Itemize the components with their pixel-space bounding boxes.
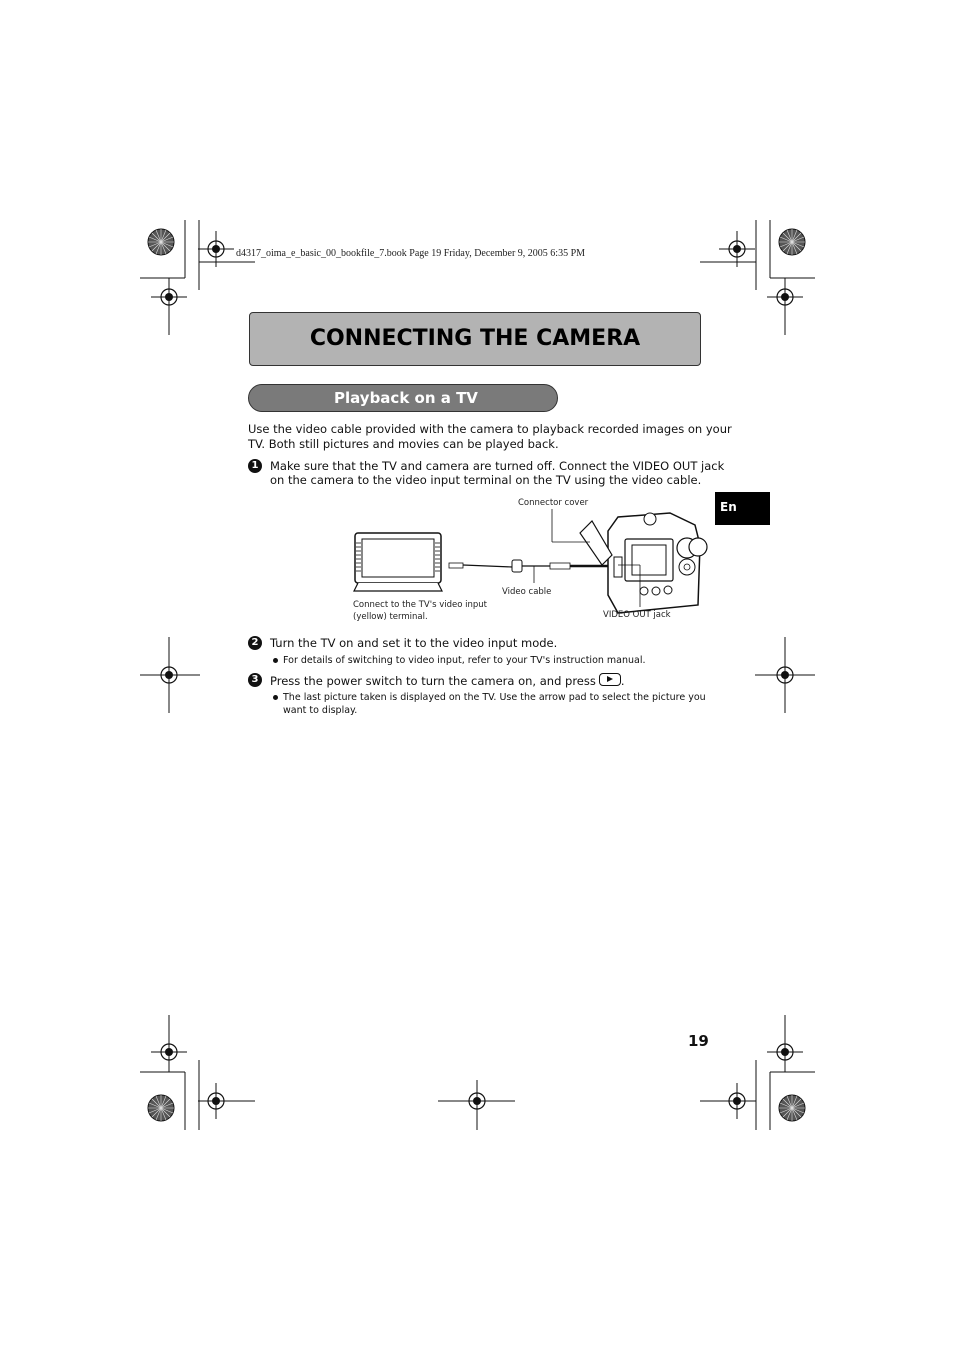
video-cable-illustration xyxy=(449,560,618,583)
step-2-line-1: Turn the TV on and set it to the video input mode. xyxy=(270,636,558,650)
registration-star-icon xyxy=(148,229,174,255)
tv-caption-line-2: (yellow) terminal. xyxy=(353,612,428,622)
video-cable-label: Video cable xyxy=(502,587,552,597)
tv-illustration xyxy=(354,533,442,591)
registration-star-icon xyxy=(779,1095,805,1121)
intro-line-2: TV. Both still pictures and movies can be played back. xyxy=(248,437,559,451)
step-1-line-1: Make sure that the TV and camera are turned off. Connect the VIDEO OUT jack xyxy=(270,459,725,473)
section-heading-pill xyxy=(248,384,558,412)
video-out-jack-label: VIDEO OUT jack xyxy=(603,610,671,620)
chapter-title-box xyxy=(249,312,701,366)
section-heading: Playback on a TV xyxy=(334,389,478,407)
camera-illustration xyxy=(580,513,707,613)
step-number-3: 3 xyxy=(248,673,262,687)
file-info-header: d4317_oima_e_basic_00_bookfile_7.book Page 19 Friday, December 9, 2005 6:35 PM xyxy=(236,248,586,259)
registration-star-icon xyxy=(148,1095,174,1121)
step-2-bullet: For details of switching to video input, refer to your TV's instruction manual. xyxy=(283,655,646,666)
page-number: 19 xyxy=(688,1032,709,1050)
step-1-line-2: on the camera to the video input terminal on the TV using the video cable. xyxy=(270,473,702,487)
language-tab-label: En xyxy=(720,500,737,514)
step-3-bullet-line-1: The last picture taken is displayed on the TV. Use the arrow pad to select the picture you xyxy=(283,692,706,703)
bullet-icon xyxy=(273,695,278,700)
step-3-line-1 xyxy=(270,673,625,689)
step-number-1: 1 xyxy=(248,459,262,473)
playback-button-icon xyxy=(599,673,621,686)
tv-caption-line-1: Connect to the TV's video input xyxy=(353,600,487,610)
chapter-title: CONNECTING THE CAMERA xyxy=(309,326,641,351)
step-3-bullet-line-2: want to display. xyxy=(283,705,358,716)
step-number-2: 2 xyxy=(248,636,262,650)
intro-line-1: Use the video cable provided with the camera to playback recorded images on your xyxy=(248,422,732,436)
step-3-period: . xyxy=(620,674,625,688)
registration-star-icon xyxy=(779,229,805,255)
bullet-icon xyxy=(273,658,278,663)
step-3-text: Press the power switch to turn the camera on, and press xyxy=(270,674,596,688)
connector-cover-label: Connector cover xyxy=(518,498,589,508)
language-tab xyxy=(715,492,770,525)
